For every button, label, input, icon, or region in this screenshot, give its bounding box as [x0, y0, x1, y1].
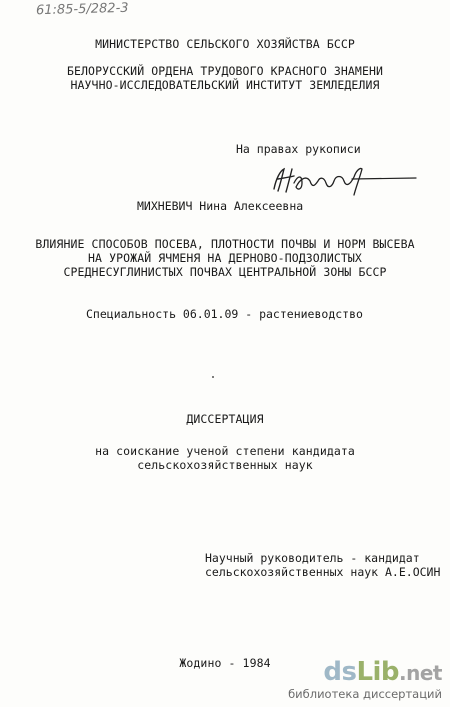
place-and-year: Жодино - 1984 — [179, 656, 271, 670]
archive-stamp: 61:85-5/282-3 — [35, 0, 129, 19]
specialty-line: Специальность 06.01.09 - растениеводство — [86, 307, 363, 321]
dissertation-label: ДИССЕРТАЦИЯ — [186, 412, 264, 426]
dissertation-purpose-line1: на соискание ученой степени кандидата — [95, 444, 355, 458]
thesis-title-line3: СРЕДНЕСУГЛИНИСТЫХ ПОЧВАХ ЦЕНТРАЛЬНОЙ ЗОНЫ БССР — [63, 265, 387, 279]
institute-heading-line1: БЕЛОРУССКИЙ ОРДЕНА ТРУДОВОГО КРАСНОГО ЗНАМЕНИ — [66, 64, 384, 78]
dslib-logo: dsLib.net — [323, 657, 442, 687]
dslib-caption: библиотека диссертаций — [288, 687, 442, 701]
author-name: МИХНЕВИЧ Нина Алексеевна — [137, 199, 304, 213]
handwritten-signature — [268, 161, 418, 199]
thesis-title-line1: ВЛИЯНИЕ СПОСОБОВ ПОСЕВА, ПЛОТНОСТИ ПОЧВЫ И НОРМ ВЫСЕВА — [35, 237, 415, 251]
dslib-watermark — [288, 658, 442, 701]
institute-heading-line2: НАУЧНО-ИССЛЕДОВАТЕЛЬСКИЙ ИНСТИТУТ ЗЕМЛЕДЕЛИЯ — [70, 78, 380, 92]
thesis-title-line2: НА УРОЖАЙ ЯЧМЕНЯ НА ДЕРНОВО-ПОДЗОЛИСТЫХ — [88, 251, 362, 265]
manuscript-rights-note: На правах рукописи — [236, 142, 361, 156]
dissertation-purpose-line2: сельскохозяйственных наук — [137, 458, 313, 472]
supervisor-line2: сельскохозяйственных наук А.Е.ОСИН — [205, 565, 441, 579]
supervisor-line1: Научный руководитель - кандидат — [205, 551, 420, 565]
ministry-heading: МИНИСТЕРСТВО СЕЛЬСКОГО ХОЗЯЙСТВА БССР — [95, 37, 355, 51]
paper-speck — [212, 376, 214, 378]
